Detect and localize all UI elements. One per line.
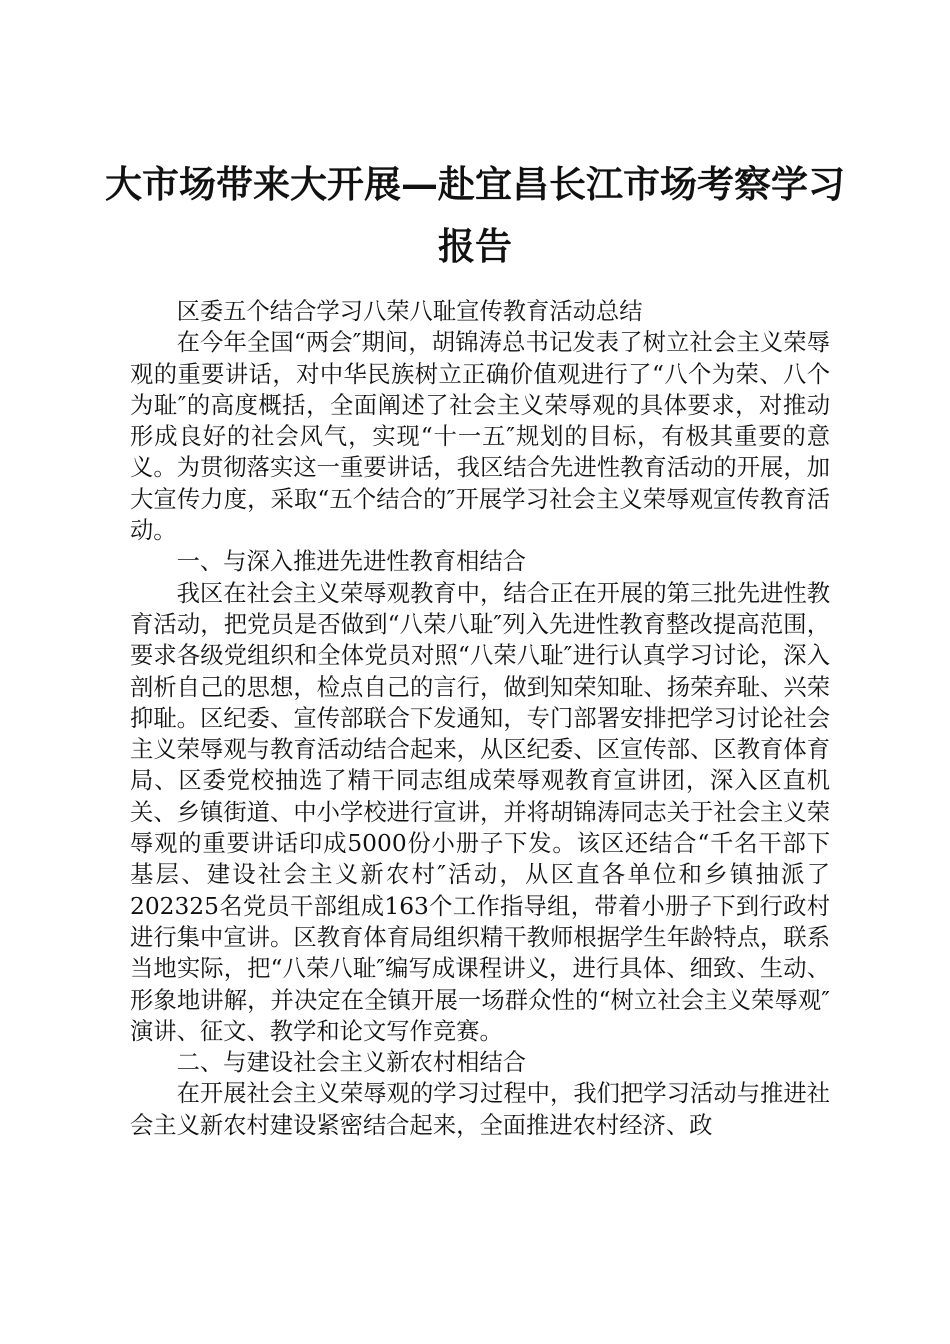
body-paragraph: 在今年全国“两会″期间，胡锦涛总书记发表了树立社会主义荣辱观的重要讲话，对中华民族树立正确价值观进行了“八个为荣、八个为耻″的高度概括，全面阐述了社会主义荣辱观的具体要求，对推动形成良好的社会风气，实现“十一五″规划的目标，有极其重要的意义。为贯彻落实这一重要讲话，我区结合先进性教育活动的开展，加大宣传力度，采取“五个结合的″开展学习社会主义荣辱观宣传教育活动。 [130,329,830,545]
document-body [130,296,830,1141]
section-heading: 一、与深入推进先进性教育相结合 [176,548,527,576]
section-heading: 二、与建设社会主义新农村相结合 [176,1049,527,1077]
document-title: 大市场带来大开展—赴宜昌长江市场考察学习报告 [105,162,845,268]
subtitle-paragraph: 区委五个结合学习八荣八耻宣传教育活动总结 [176,298,643,325]
body-paragraph: 在开展社会主义荣辱观的学习过程中，我们把学习活动与推进社会主义新农村建设紧密结合起来，全面推进农村经济、政 [130,1080,830,1139]
body-paragraph: 我区在社会主义荣辱观教育中，结合正在开展的第三批先进性教育活动，把党员是否做到“八荣八耻″列入先进性教育整改提高范围，要求各级党组织和全体党员对照“八荣八耻″进行认真学习讨论，深入剖析自己的思想，检点自己的言行，做到知荣知耻、扬荣弃耻、兴荣抑耻。区纪委、宣传部联合下发通知，专门部署安排把学习讨论社会主义荣辱观与教育活动结合起来，从区纪委、区宣传部、区教育体育局、区委党校抽选了精干同志组成荣辱观教育宣讲团，深入区直机关、乡镇街道、中小学校进行宣讲，并将胡锦涛同志关于社会主义荣辱观的重要讲话印成5000份小册子下发。该区还结合“千名干部下基层、建设社会主义新农村″活动，从区直各单位和乡镇抽派了202325名党员干部组成163个工作指导组，带着小册子下到行政村进行集中宣讲。区教育体育局组织精干教师根据学生年龄特点，联系当地实际，把“八荣八耻″编写成课程讲义，进行具体、细致、生动、形象地讲解，并决定在全镇开展一场群众性的“树立社会主义荣辱观″演讲、征文、教学和论文写作竞赛。 [130,579,830,1045]
